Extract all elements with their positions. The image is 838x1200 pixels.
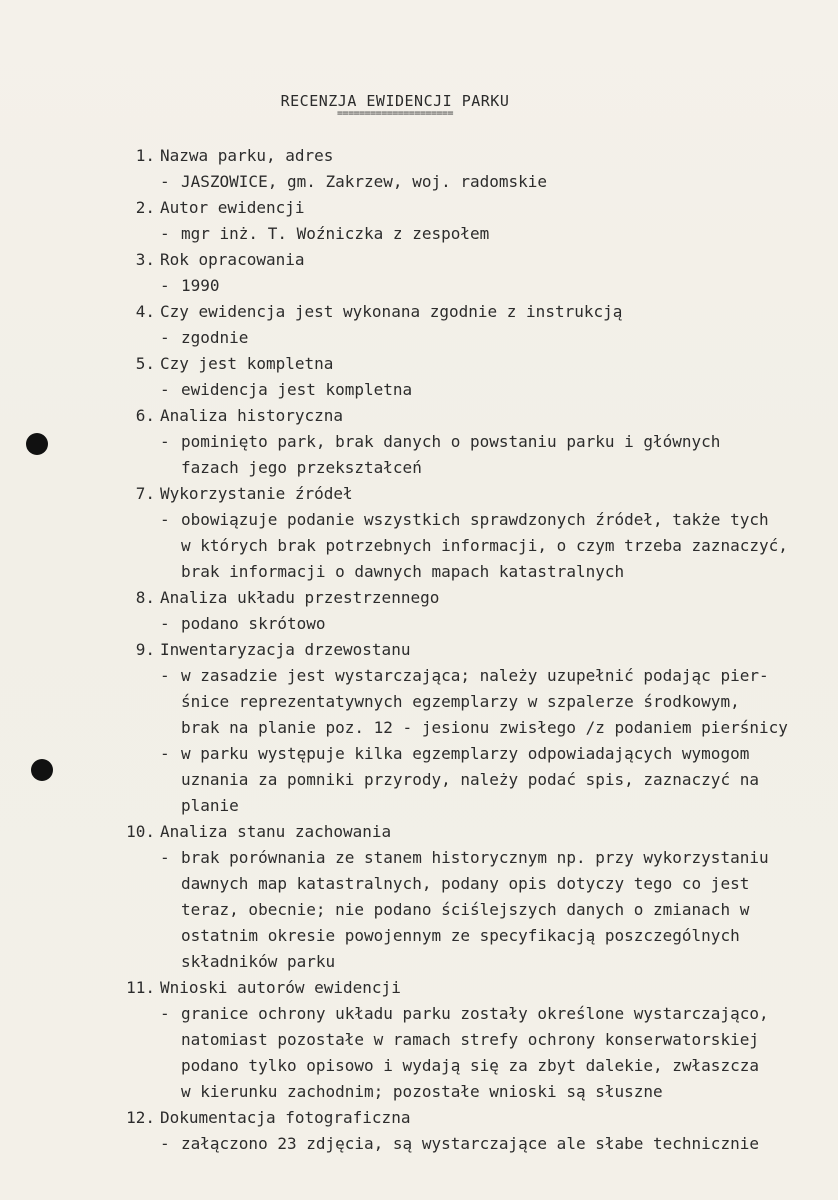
item-heading: Wykorzystanie źródeł xyxy=(160,484,353,503)
item-number: 12. xyxy=(126,1108,155,1127)
item-detail-line xyxy=(117,871,838,897)
item-number: 8. xyxy=(135,588,155,607)
item-heading: Inwentaryzacja drzewostanu xyxy=(160,640,411,659)
item-detail-line xyxy=(117,611,838,637)
item-detail-text: brak porównania ze stanem historycznym np. przy wykorzystaniu xyxy=(181,848,769,867)
item-detail-text: JASZOWICE, gm. Zakrzew, woj. radomskie xyxy=(181,172,548,191)
item-detail-line xyxy=(117,1001,838,1027)
item-detail-line xyxy=(117,923,838,949)
item-detail-text: natomiast pozostałe w ramach strefy ochrony konserwatorskiej xyxy=(181,1030,759,1049)
bullet-dash: - xyxy=(160,848,170,867)
item-detail-line xyxy=(117,507,838,533)
item-detail-line xyxy=(117,221,838,247)
bullet-dash: - xyxy=(160,510,170,529)
item-detail-text: ostatnim okresie powojennym ze specyfikacją poszczególnych xyxy=(181,926,740,945)
bullet-dash: - xyxy=(160,328,170,347)
item-detail-line xyxy=(117,663,838,689)
item-heading: Czy jest kompletna xyxy=(160,354,334,373)
item-heading-row xyxy=(117,975,838,1001)
bullet-dash: - xyxy=(160,666,170,685)
item-detail-line xyxy=(117,741,838,767)
item-detail-text: dawnych map katastralnych, podany opis dotyczy tego co jest xyxy=(181,874,750,893)
item-detail-line xyxy=(117,377,838,403)
item-detail-text: mgr inż. T. Woźniczka z zespołem xyxy=(181,224,490,243)
review-items-list xyxy=(117,143,838,1157)
item-number: 6. xyxy=(135,406,155,425)
bullet-dash: - xyxy=(160,614,170,633)
item-heading: Nazwa parku, adres xyxy=(160,146,334,165)
item-detail-text: fazach jego przekształceń xyxy=(181,458,422,477)
bullet-dash: - xyxy=(160,432,170,451)
bullet-dash: - xyxy=(160,276,170,295)
item-detail-line xyxy=(117,689,838,715)
item-detail-text: uznania za pomniki przyrody, należy podać spis, zaznaczyć na xyxy=(181,770,759,789)
item-number: 5. xyxy=(135,354,155,373)
item-heading: Dokumentacja fotograficzna xyxy=(160,1108,411,1127)
item-heading-row xyxy=(117,403,838,429)
item-detail-line xyxy=(117,1131,838,1157)
item-number: 10. xyxy=(126,822,155,841)
item-detail-line xyxy=(117,715,838,741)
item-heading: Wnioski autorów ewidencji xyxy=(160,978,401,997)
item-detail-line xyxy=(117,559,838,585)
item-detail-text: w zasadzie jest wystarczająca; należy uzupełnić podając pier- xyxy=(181,666,769,685)
item-heading: Analiza układu przestrzennego xyxy=(160,588,440,607)
item-detail-line xyxy=(117,793,838,819)
item-heading-row xyxy=(117,143,838,169)
item-detail-text: obowiązuje podanie wszystkich sprawdzonych źródeł, także tych xyxy=(181,510,769,529)
bullet-dash: - xyxy=(160,380,170,399)
item-detail-line xyxy=(117,533,838,559)
item-heading-row xyxy=(117,351,838,377)
item-detail-text: w parku występuje kilka egzemplarzy odpowiadających wymogom xyxy=(181,744,750,763)
item-detail-line xyxy=(117,845,838,871)
punch-hole xyxy=(31,759,53,781)
item-detail-text: brak informacji o dawnych mapach katastralnych xyxy=(181,562,625,581)
item-number: 1. xyxy=(135,146,155,165)
item-detail-text: ewidencja jest kompletna xyxy=(181,380,413,399)
document-title: RECENZJA EWIDENCJI PARKU xyxy=(280,92,510,110)
item-detail-text: załączono 23 zdjęcia, są wystarczające ale słabe technicznie xyxy=(181,1134,759,1153)
item-heading-row xyxy=(117,481,838,507)
item-detail-text: w kierunku zachodnim; pozostałe wnioski są słuszne xyxy=(181,1082,663,1101)
item-detail-text: zgodnie xyxy=(181,328,249,347)
item-detail-line xyxy=(117,1027,838,1053)
bullet-dash: - xyxy=(160,224,170,243)
item-number: 11. xyxy=(126,978,155,997)
item-detail-line xyxy=(117,897,838,923)
item-detail-text: planie xyxy=(181,796,239,815)
item-detail-line xyxy=(117,273,838,299)
item-detail-text: podano skrótowo xyxy=(181,614,326,633)
item-heading-row xyxy=(117,195,838,221)
item-detail-text: śnice reprezentatywnych egzemplarzy w szpalerze środkowym, xyxy=(181,692,740,711)
bullet-dash: - xyxy=(160,1134,170,1153)
item-heading-row xyxy=(117,585,838,611)
item-heading: Czy ewidencja jest wykonana zgodnie z instrukcją xyxy=(160,302,623,321)
item-detail-line xyxy=(117,169,838,195)
item-heading-row xyxy=(117,819,838,845)
item-heading: Analiza historyczna xyxy=(160,406,344,425)
item-heading-row xyxy=(117,299,838,325)
item-detail-line xyxy=(117,325,838,351)
item-detail-line xyxy=(117,767,838,793)
bullet-dash: - xyxy=(160,1004,170,1023)
item-number: 7. xyxy=(135,484,155,503)
item-detail-text: 1990 xyxy=(181,276,220,295)
item-detail-text: podano tylko opisowo i wydają się za zbyt dalekie, zwłaszcza xyxy=(181,1056,759,1075)
item-detail-text: brak na planie poz. 12 - jesionu zwisłego /z podaniem pierśnicy xyxy=(181,718,788,737)
item-detail-text: w których brak potrzebnych informacji, o czym trzeba zaznaczyć, xyxy=(181,536,788,555)
item-number: 2. xyxy=(135,198,155,217)
item-heading-row xyxy=(117,637,838,663)
item-number: 4. xyxy=(135,302,155,321)
item-heading: Autor ewidencji xyxy=(160,198,305,217)
item-detail-text: granice ochrony układu parku zostały określone wystarczająco, xyxy=(181,1004,769,1023)
item-heading: Rok opracowania xyxy=(160,250,305,269)
title-underline: ===================== xyxy=(337,108,453,119)
bullet-dash: - xyxy=(160,172,170,191)
item-number: 3. xyxy=(135,250,155,269)
item-detail-line xyxy=(117,1079,838,1105)
item-heading-row xyxy=(117,1105,838,1131)
item-heading-row xyxy=(117,247,838,273)
item-detail-line xyxy=(117,1053,838,1079)
item-detail-text: teraz, obecnie; nie podano ściślejszych danych o zmianach w xyxy=(181,900,750,919)
item-detail-line xyxy=(117,949,838,975)
item-number: 9. xyxy=(135,640,155,659)
item-detail-line xyxy=(117,429,838,455)
item-detail-text: pominięto park, brak danych o powstaniu parku i głównych xyxy=(181,432,721,451)
bullet-dash: - xyxy=(160,744,170,763)
punch-hole xyxy=(26,433,48,455)
item-heading: Analiza stanu zachowania xyxy=(160,822,392,841)
item-detail-text: składników parku xyxy=(181,952,336,971)
item-detail-line xyxy=(117,455,838,481)
